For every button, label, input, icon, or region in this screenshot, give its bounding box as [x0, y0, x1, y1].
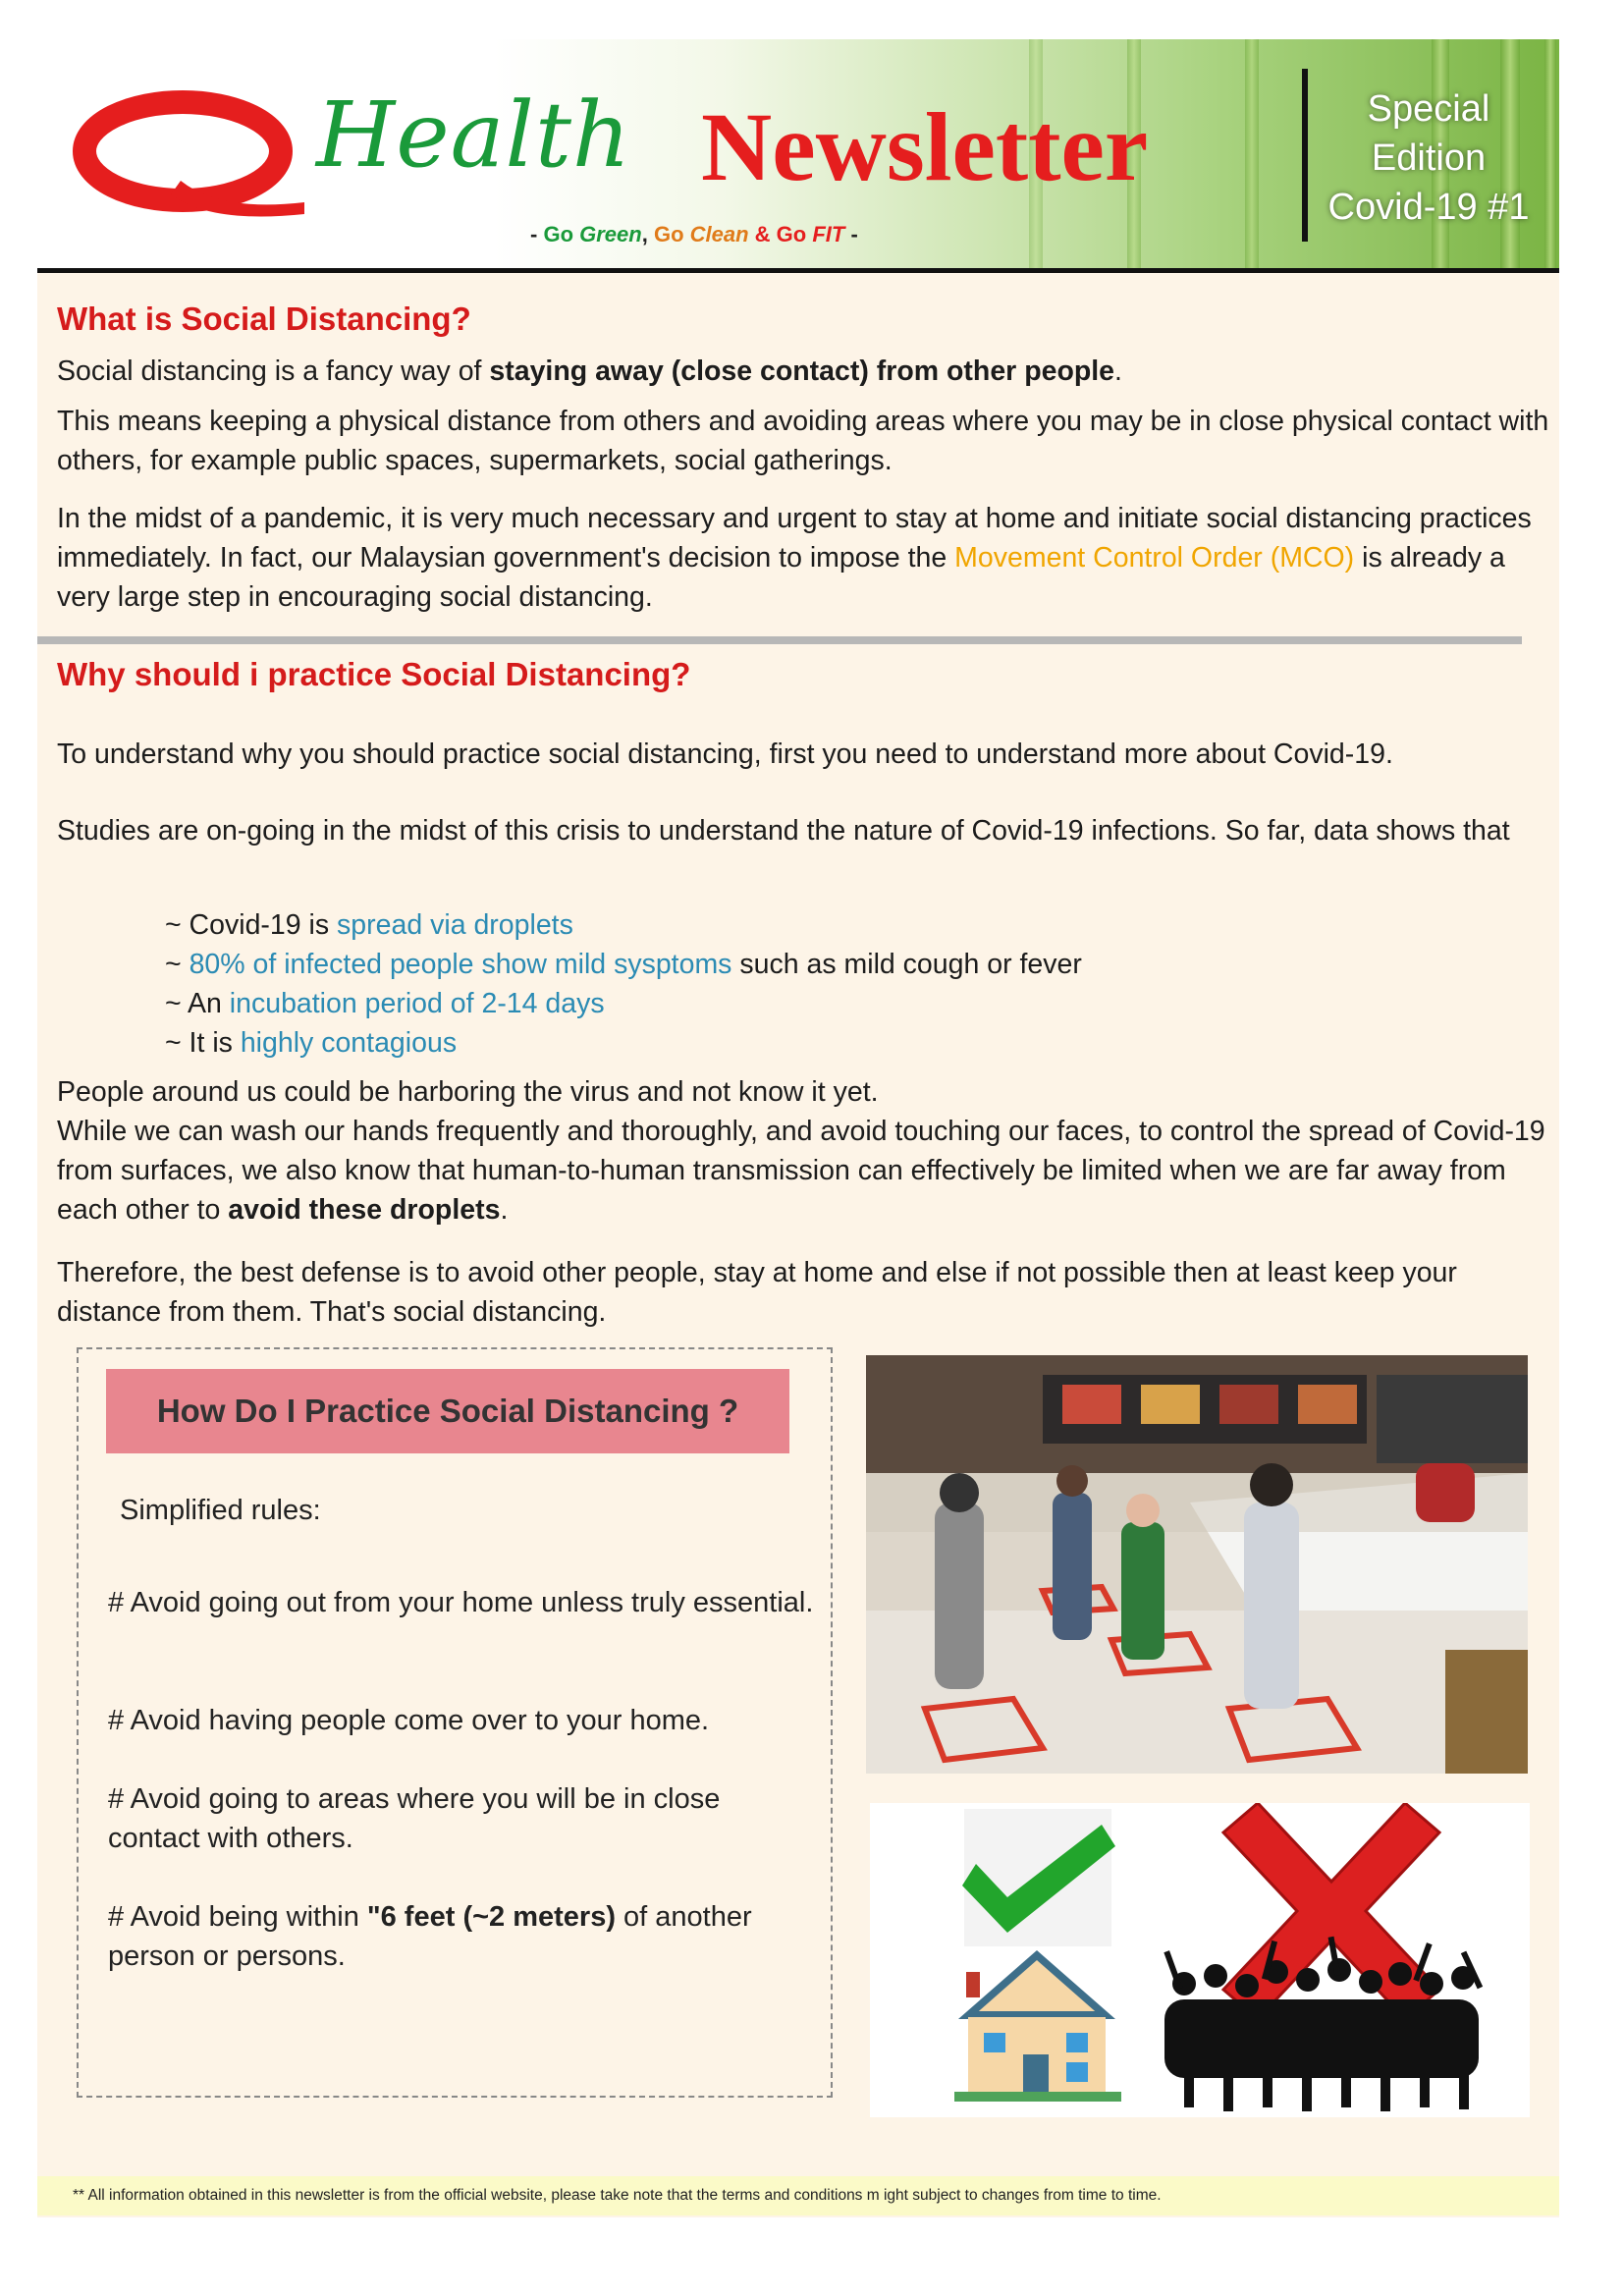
list-item: ~ Covid-19 is spread via droplets	[165, 909, 573, 941]
do-dont-icons	[870, 1803, 1530, 2117]
section-divider	[37, 636, 1522, 644]
section1-paragraph-3: In the midst of a pandemic, it is very much necessary and urgent to stay at home and initiate social distancing practices immediately. In fact, our Malaysian government's decision to impose the Movement Control Order (MCO) is already a very large step in encouraging social distancing.	[57, 503, 1532, 613]
queue-photo	[866, 1355, 1528, 1774]
section2-heading: Why should i practice Social Distancing?	[57, 656, 691, 692]
list-item: ~ An incubation period of 2-14 days	[165, 988, 605, 1019]
rule-4: # Avoid being within "6 feet (~2 meters) of another person or persons.	[108, 1901, 752, 1972]
list-item: ~ 80% of infected people show mild sysptoms such as mild cough or fever	[165, 949, 1082, 980]
title-health: Health	[316, 82, 632, 188]
section2-paragraph-1: To understand why you should practice social distancing, first you need to understand more about Covid-19.	[57, 738, 1393, 770]
header-rule	[37, 268, 1559, 273]
header-divider	[1302, 69, 1308, 242]
section2-paragraph-4: Therefore, the best defense is to avoid other people, stay at home and else if not possible then at least keep your distance from them. That's social distancing.	[57, 1257, 1457, 1328]
tagline: - Go Green, Go Clean & Go FIT -	[530, 222, 858, 246]
q-logo	[63, 86, 312, 222]
footer-disclaimer: ** All information obtained in this newsletter is from the official website, please take note that the terms and conditions m ight subject to changes from time to time.	[37, 2176, 1559, 2215]
facts-list	[165, 905, 1082, 1063]
check-icon	[962, 1809, 1115, 1946]
rule-1: # Avoid going out from your home unless truly essential.	[108, 1587, 814, 1618]
practice-intro: Simplified rules:	[120, 1495, 321, 1526]
rule-3: # Avoid going to areas where you will be in close contact with others.	[108, 1783, 721, 1854]
section2-paragraph-3b: While we can wash our hands frequently and thoroughly, and avoid touching our faces, to control the spread of Covid-19 from surfaces, we also know that human-to-human transmission can effectively be limited when we are far away from each other to avoid these droplets.	[57, 1116, 1545, 1226]
list-item: ~ It is highly contagious	[165, 1027, 458, 1059]
section1-paragraph-1: Social distancing is a fancy way of staying away (close contact) from other people.	[57, 355, 1122, 387]
section1-heading: What is Social Distancing?	[57, 301, 471, 337]
rule-2: # Avoid having people come over to your home.	[108, 1705, 710, 1736]
section1-paragraph-2: This means keeping a physical distance from others and avoiding areas where you may be in close physical contact with others, for example public spaces, supermarkets, social gatherings.	[57, 406, 1549, 476]
section2-paragraph-2: Studies are on-going in the midst of this crisis to understand the nature of Covid-19 infections. So far, data shows that	[57, 815, 1510, 847]
edition-label: Special Edition Covid-19 #1	[1327, 88, 1530, 228]
section2-paragraph-3a: People around us could be harboring the virus and not know it yet.	[57, 1076, 879, 1108]
practice-box-heading: How Do I Practice Social Distancing ?	[106, 1369, 789, 1453]
title-newsletter: Newsletter	[701, 92, 1149, 201]
